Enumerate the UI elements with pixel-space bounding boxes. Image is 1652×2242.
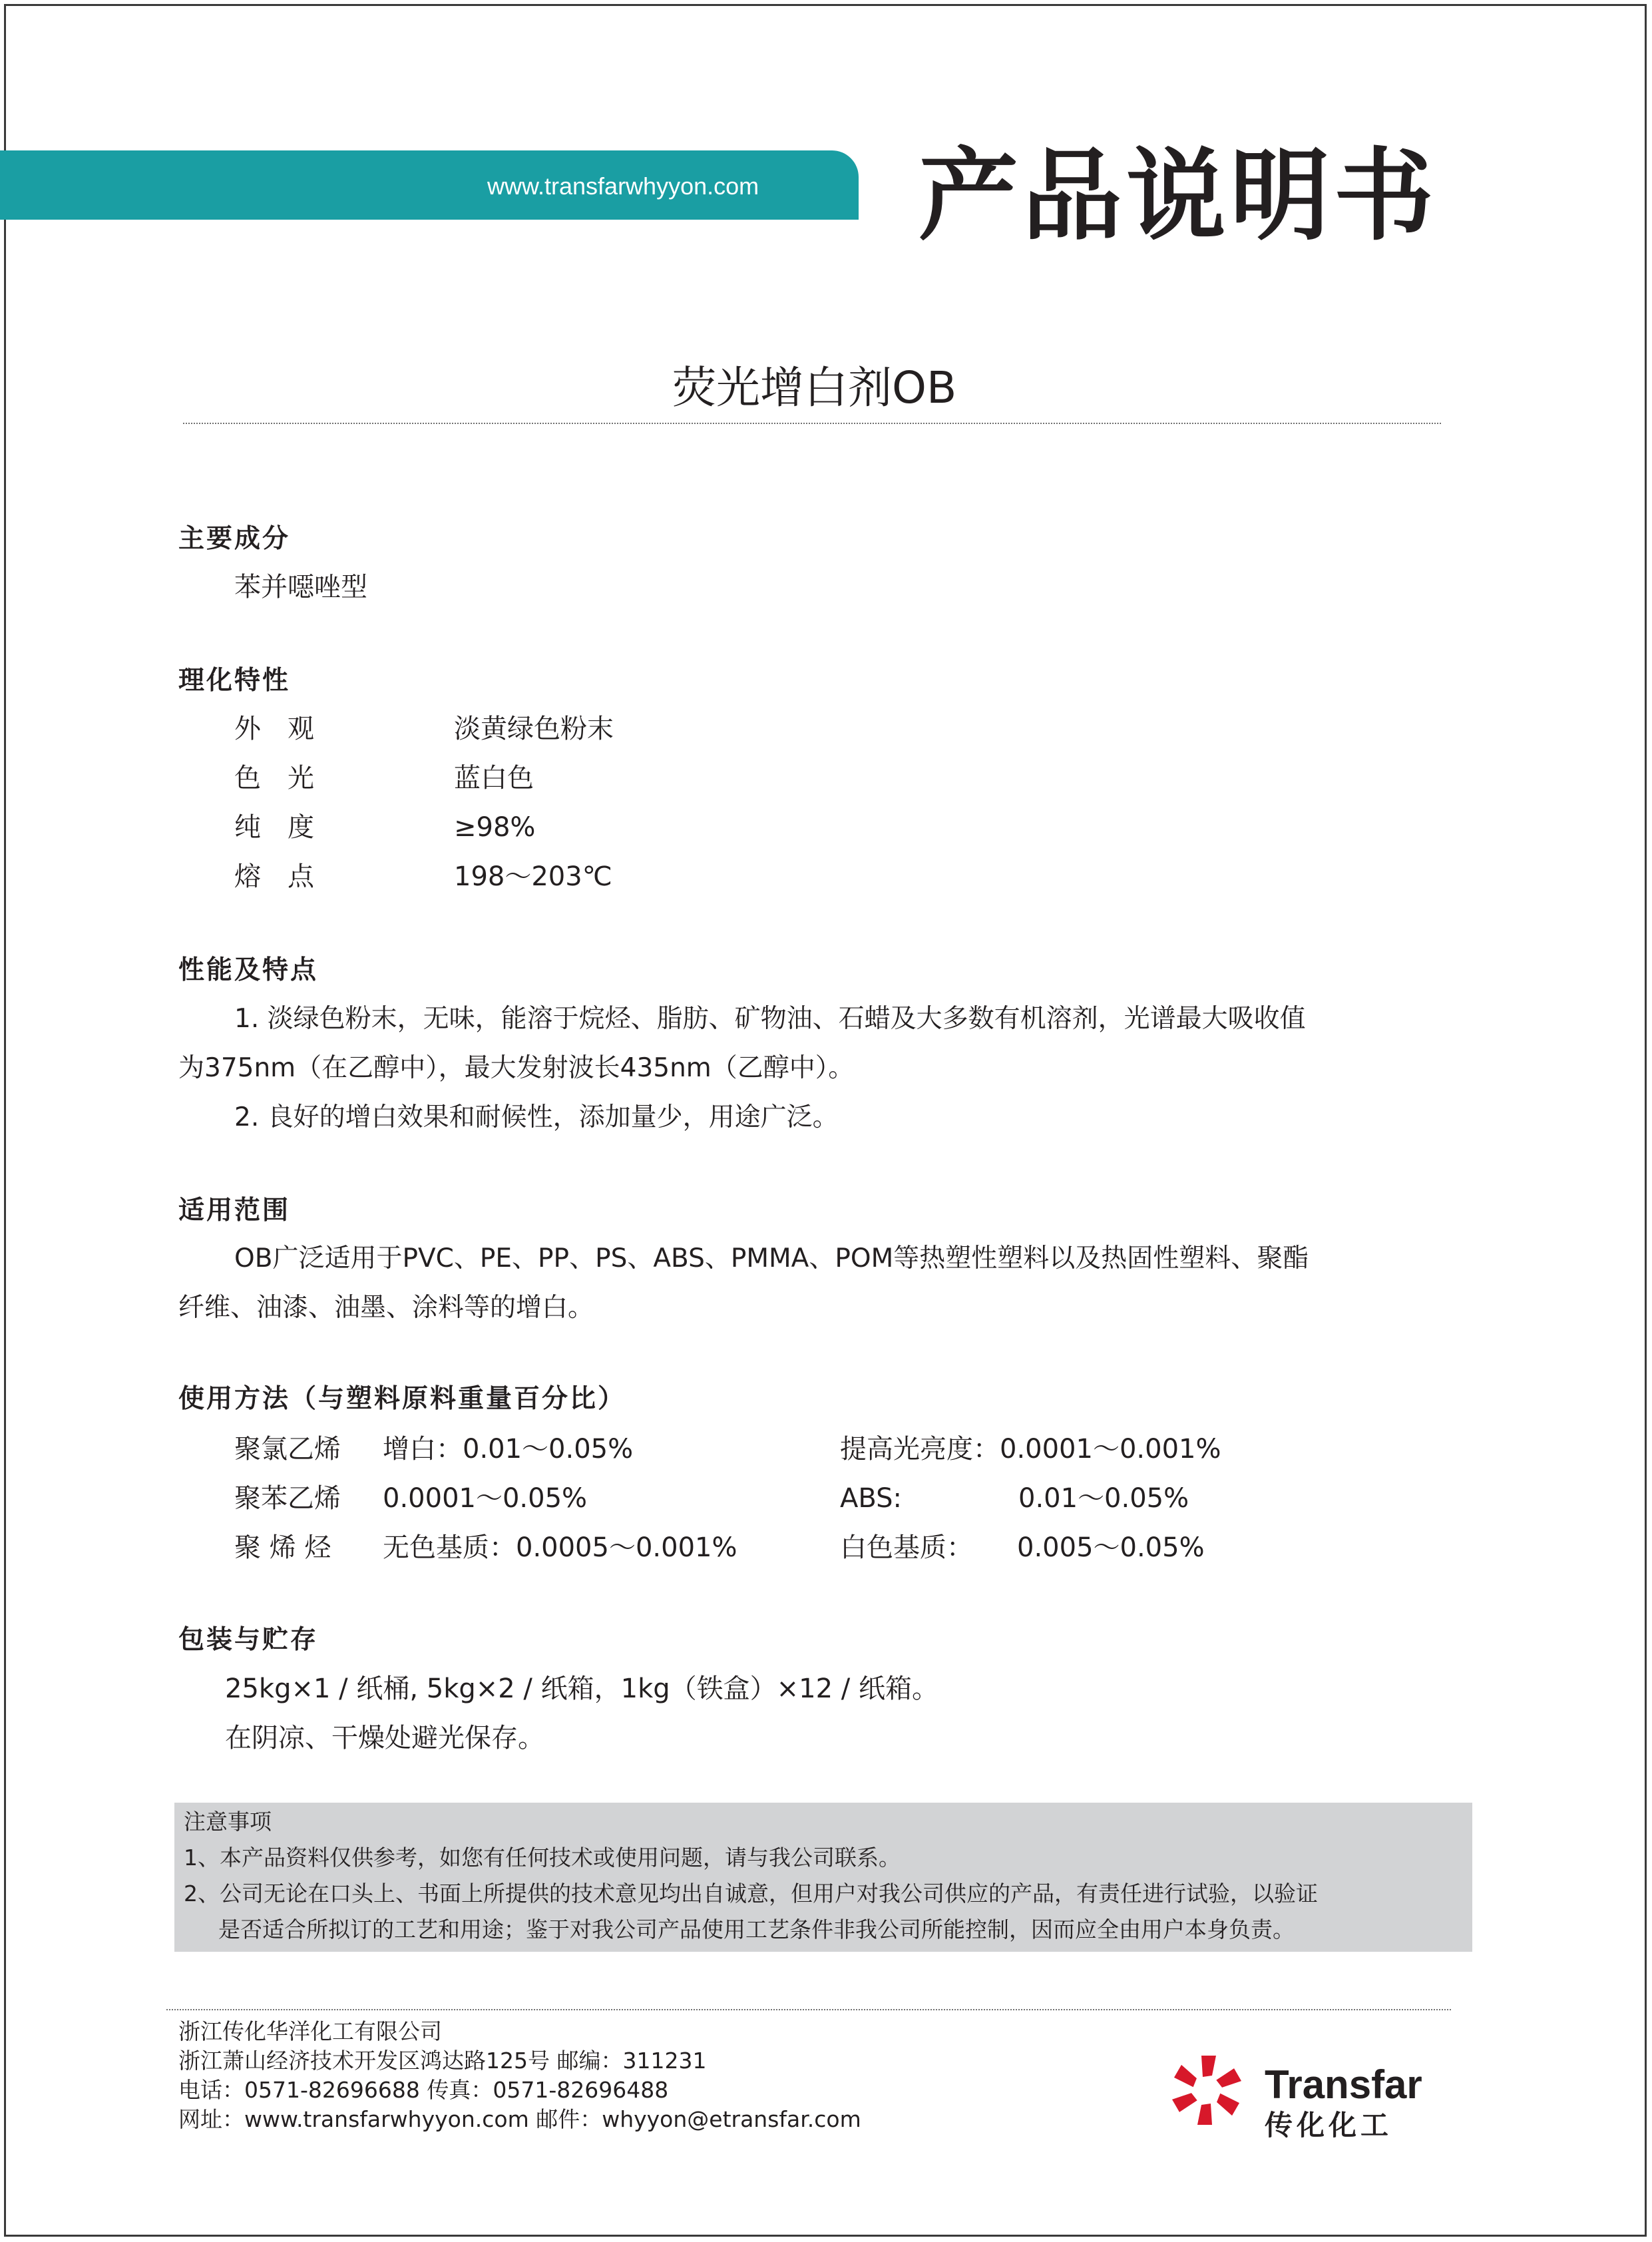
company-name: 浙江传化华洋化工有限公司	[178, 2018, 442, 2044]
usage-right-value: 0.01～0.05%	[1018, 1483, 1189, 1514]
usage-dose: 0.0001～0.05%	[383, 1483, 588, 1514]
packaging-line: 在阴凉、干燥处避光保存。	[225, 1723, 544, 1753]
company-web[interactable]: 网址：www.transfarwhyyon.com 邮件：whyyon@etransfar.com	[178, 2106, 861, 2132]
property-value: 蓝白色	[454, 763, 534, 793]
usage-material: 聚氯乙烯	[234, 1434, 341, 1464]
property-value: 198～203℃	[454, 861, 612, 892]
property-label: 色 光	[234, 763, 314, 793]
company-phone: 电话：0571-82696688 传真：0571-82696488	[178, 2077, 669, 2103]
transfar-logo-icon	[1170, 2054, 1243, 2127]
usage-material: 聚 烯 烃	[234, 1532, 331, 1563]
section-heading-composition: 主要成分	[178, 524, 291, 554]
document-title: 产品说明书	[919, 138, 1438, 254]
application-line: 纤维、油漆、油墨、涂料等的增白。	[178, 1293, 594, 1323]
company-address: 浙江萧山经济技术开发区鸿达路125号 邮编：311231	[178, 2048, 707, 2074]
property-label: 熔 点	[234, 861, 314, 892]
usage-right-label: 提高光亮度：0.0001～0.001%	[840, 1434, 1221, 1464]
feature-line: 为375nm（在乙醇中），最大发射波长435nm（乙醇中）。	[178, 1053, 855, 1083]
property-value: 淡黄绿色粉末	[454, 714, 614, 744]
packaging-line: 25kg×1 / 纸桶, 5kg×2 / 纸箱，1kg（铁盒）×12 / 纸箱。	[225, 1674, 938, 1704]
footer-divider	[166, 2009, 1451, 2010]
logo-text-en: Transfar	[1265, 2062, 1422, 2107]
section-heading-applications: 适用范围	[178, 1196, 291, 1226]
notice-title: 注意事项	[184, 1809, 272, 1835]
section-heading-packaging: 包装与贮存	[178, 1625, 319, 1655]
feature-line: 2. 良好的增白效果和耐候性，添加量少，用途广泛。	[234, 1102, 839, 1132]
section-heading-properties: 理化特性	[178, 666, 291, 696]
usage-right-label: 白色基质：	[840, 1532, 973, 1563]
notice-line: 是否适合所拟订的工艺和用途；鉴于对我公司产品使用工艺条件非我公司所能控制，因而应全由用户本身负责。	[218, 1916, 1295, 1942]
property-value: ≥98%	[454, 812, 536, 843]
logo-text-cn: 传化化工	[1265, 2109, 1393, 2141]
property-label: 纯 度	[234, 812, 314, 843]
title-divider	[183, 423, 1441, 424]
notice-box	[174, 1803, 1472, 1952]
usage-material: 聚苯乙烯	[234, 1483, 341, 1514]
product-name: 荧光增白剂OB	[672, 362, 957, 413]
usage-right-label: ABS:	[840, 1483, 902, 1514]
property-label: 外 观	[234, 714, 314, 744]
section-heading-features: 性能及特点	[178, 955, 319, 985]
feature-line: 1. 淡绿色粉末，无味，能溶于烷烃、脂肪、矿物油、石蜡及大多数有机溶剂，光谱最大吸收值	[234, 1004, 1306, 1034]
notice-line: 2、公司无论在口头上、书面上所提供的技术意见均出自诚意，但用户对我公司供应的产品，有责任进行试验，以验证	[184, 1881, 1318, 1906]
usage-dose: 无色基质：0.0005～0.001%	[383, 1532, 737, 1563]
usage-right-value: 0.005～0.05%	[1017, 1532, 1205, 1563]
usage-dose: 增白：0.01～0.05%	[383, 1434, 634, 1464]
application-line: OB广泛适用于PVC、PE、PP、PS、ABS、PMMA、POM等热塑性塑料以及热固性塑料、聚酯	[234, 1243, 1309, 1273]
section-heading-usage: 使用方法（与塑料原料重量百分比）	[178, 1384, 626, 1414]
website-url[interactable]: www.transfarwhyyon.com	[487, 172, 759, 200]
notice-line: 1、本产品资料仅供参考，如您有任何技术或使用问题，请与我公司联系。	[184, 1845, 901, 1871]
composition-value: 苯并噁唑型	[234, 572, 367, 602]
